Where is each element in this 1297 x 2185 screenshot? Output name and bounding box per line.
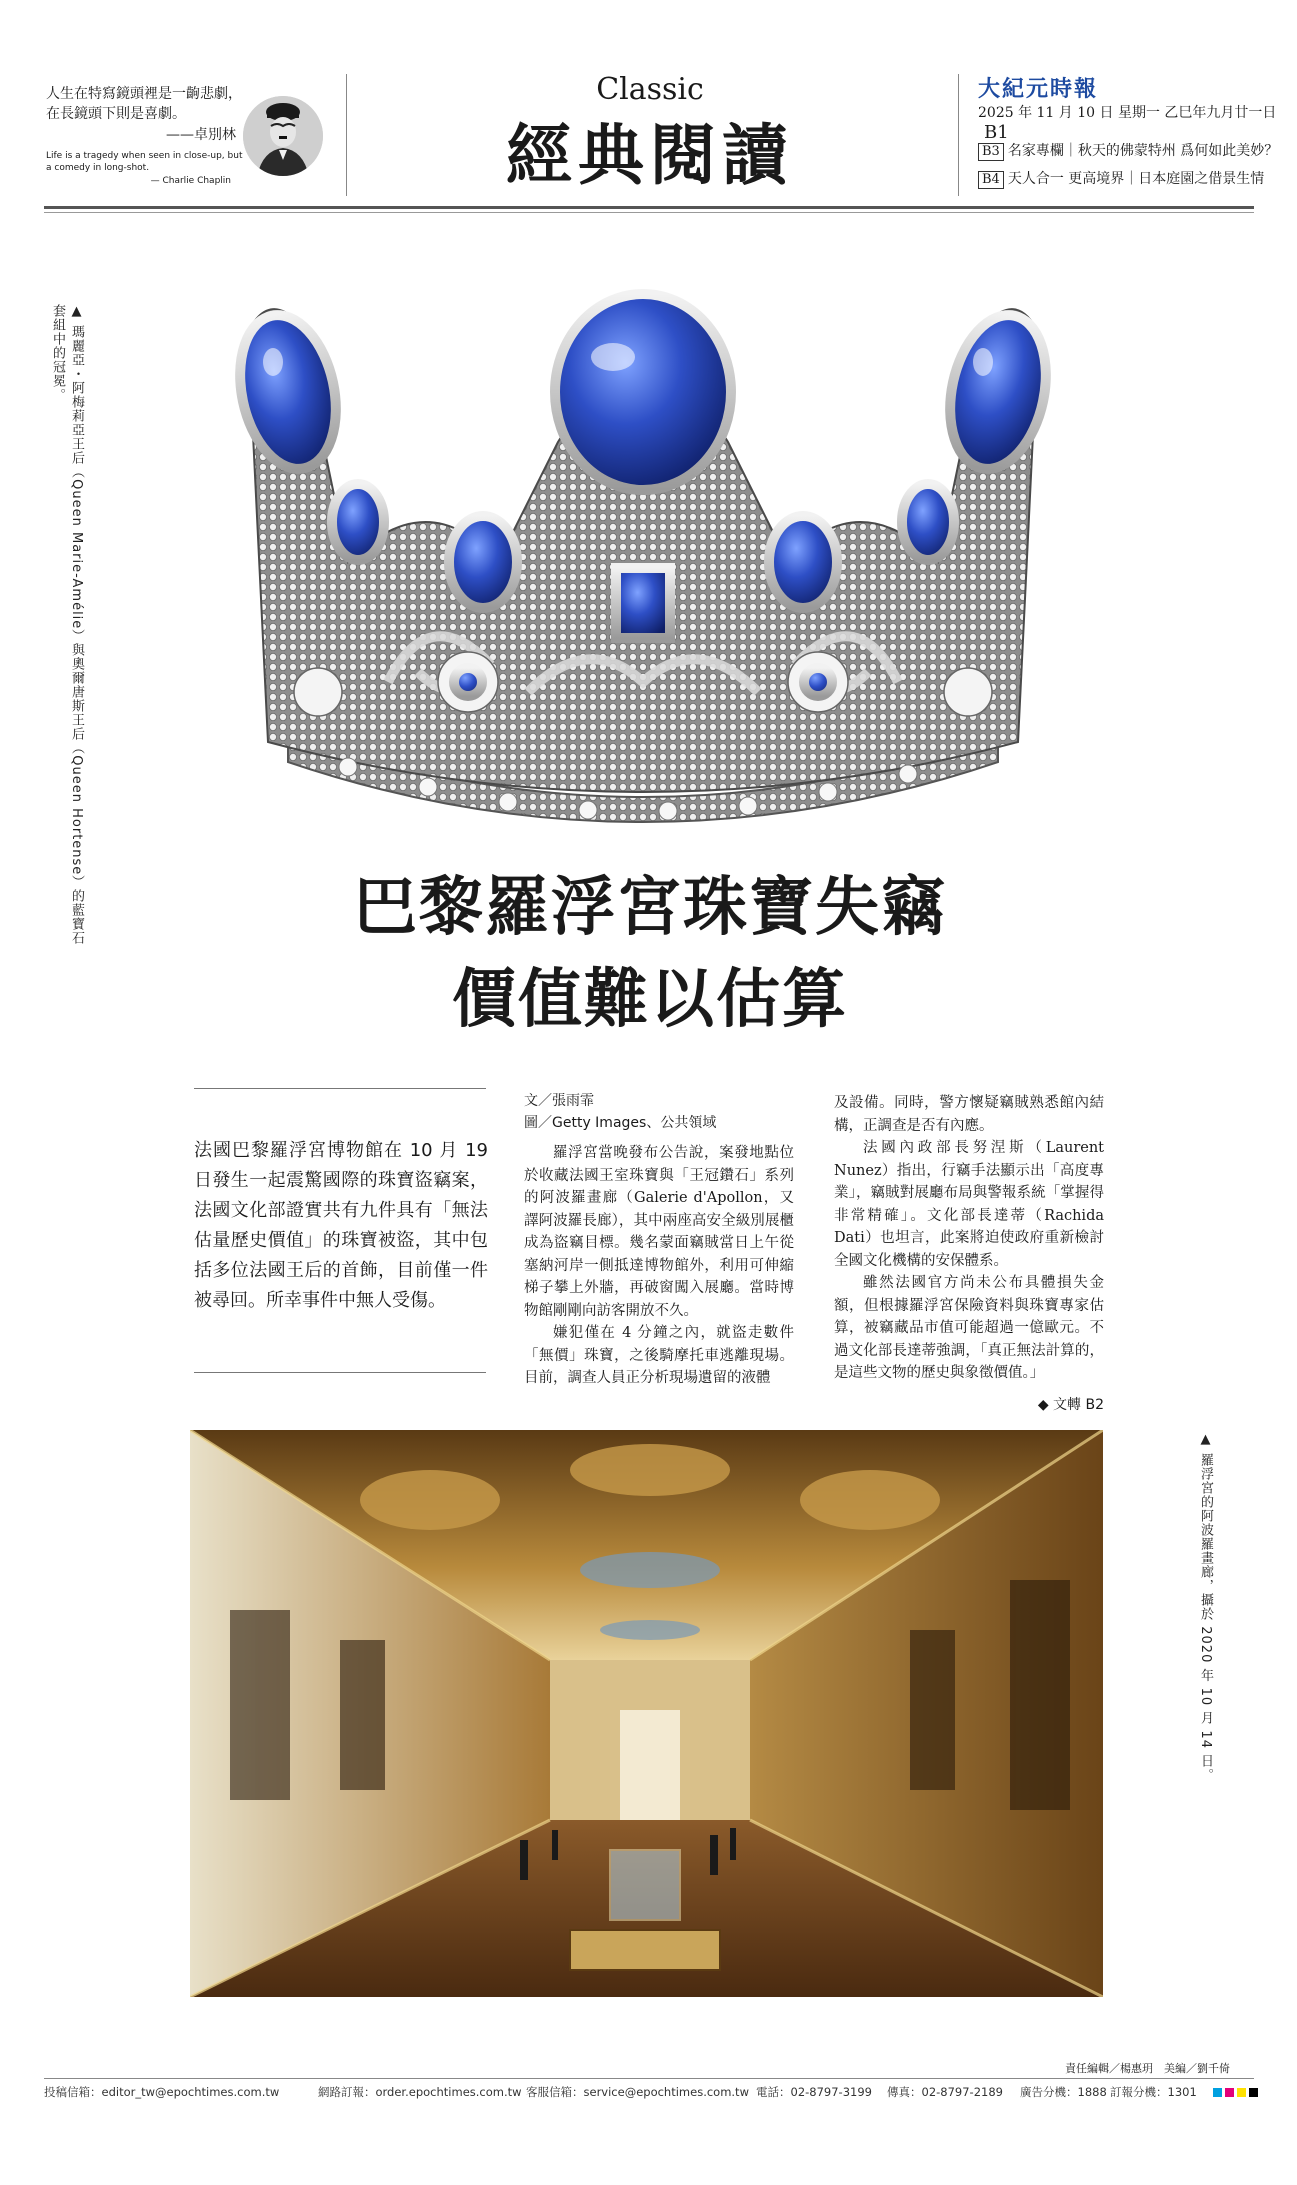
teaser-text: 天人合一 更高境界｜日本庭園之借景生情 (1007, 171, 1265, 187)
paragraph: 雖然法國官方尚未公布具體損失金額，但根據羅浮宮保險資料與珠寶專家估算，被竊藏品市值可能超過一億歐元。不過文化部長達蒂強調，「真正無法計算的，是這些文物的歷史與象徵價值。」 (834, 1275, 1104, 1381)
teaser-b3[interactable] (978, 140, 1278, 161)
teaser-page-code: B3 (978, 143, 1004, 161)
quote-chinese (46, 84, 256, 124)
issue-date: 2025 年 11 月 10 日 星期一 乙巳年九月廿一日 (978, 105, 1277, 121)
column-name-chinese: 經典閱讀 (506, 116, 794, 194)
paragraph: 羅浮宮當晚發布公告說，案發地點位於收藏法國王室珠寶與「王冠鑽石」系列的阿波羅畫廊（Galerie d'Apollon，又譯阿波羅長廊），其中兩座高安全級別展櫃成為盜竊目標。幾名蒙面竊賊當日上午從塞納河岸一側抵達博物館外，利用可伸縮梯子攀上外牆，再破窗闖入展廳。當時博物館剛剛向訪客開放不久。 (524, 1145, 794, 1319)
header-rule-thin (44, 212, 1254, 213)
tiara-caption: ▲ 瑪麗亞・阿梅莉亞王后（Queen Marie-Amélie）與奧爾唐斯王后（Queen Hortense）的藍寶石套組中的冠冕。 (50, 304, 84, 946)
fax-number: 傳真：02-8797-2189 (887, 2085, 1003, 2099)
byline-author: 文／張雨霏 (524, 1093, 594, 1109)
byline-photo-credit: 圖／Getty Images、公共領域 (524, 1115, 717, 1131)
subscription-extension: 訂報分機：1301 (1110, 2085, 1197, 2099)
apollo-gallery-photo (190, 1430, 1103, 1997)
dateline (978, 102, 1297, 143)
paragraph: 法國內政部長努涅斯（Laurent Nunez）指出，行竊手法顯示出「高度專業」，竊賊對展廳布局與警報系統「掌握得非常精確」。文化部長達蒂（Rachida Dati）也坦言，此案將迫使政府重新檢討全國文化機構的安保體系。 (834, 1140, 1104, 1269)
sapphire-tiara-photo (228, 262, 1058, 828)
submission-email[interactable]: 投稿信箱：editor_tw@epochtimes.com.tw (44, 2085, 280, 2099)
article-lede: 法國巴黎羅浮宮博物館在 10 月 19 日發生一起震驚國際的珠寶盜竊案，法國文化部證實共有九件具有「無法估量歷史價值」的珠寶被盜，其中包括多位法國王后的首飾，目前僅一件被尋回。所幸事件中無人受傷。 (194, 1140, 488, 1311)
yellow-swatch (1237, 2088, 1246, 2097)
quote-author-chinese: ——卓別林 (166, 127, 236, 143)
ad-extension: 廣告分機：1888 (1020, 2085, 1107, 2099)
headline-line2: 價值難以估算 (452, 962, 848, 1037)
footer-rule (44, 2078, 1254, 2079)
teaser-page-code: B4 (978, 171, 1004, 189)
quote-zh-line2: 在長鏡頭下則是喜劇。 (46, 106, 186, 122)
cyan-swatch (1213, 2088, 1222, 2097)
paragraph: 及設備。同時，警方懷疑竊賊熟悉館內結構，正調查是否有內應。 (834, 1095, 1104, 1134)
editor-credits: 責任編輯／楊惠玥 美編／劉千倚 (1065, 2062, 1230, 2075)
newspaper-brand: 大紀元時報 (978, 76, 1099, 102)
quote-english: Life is a tragedy when seen in close-up, but a comedy in long-shot. (46, 151, 243, 173)
lede-rule-bottom (194, 1372, 486, 1373)
article-headline (200, 862, 1100, 1046)
teaser-text: 名家專欄｜秋天的佛蒙特州 爲何如此美妙？ (1007, 143, 1279, 159)
subscription-url[interactable]: 網路訂報：order.epochtimes.com.tw (318, 2085, 522, 2099)
header-rule (44, 206, 1254, 209)
service-email[interactable]: 客服信箱：service@epochtimes.com.tw (526, 2085, 749, 2099)
quote-zh-line1: 人生在特寫鏡頭裡是一齣悲劇， (46, 86, 242, 102)
column-name-english: Classic (596, 72, 704, 107)
lede-rule-top (194, 1088, 486, 1089)
header-divider-left (346, 74, 347, 196)
quote-author-english: — Charlie Chaplin (150, 176, 231, 186)
teaser-b4[interactable] (978, 168, 1264, 189)
headline-line1: 巴黎羅浮宮珠寶失竊 (353, 870, 947, 945)
byline (524, 1090, 716, 1134)
cmyk-registration-marks (1213, 2086, 1261, 2100)
header-divider-right (958, 74, 959, 196)
paragraph: 嫌犯僅在 4 分鐘之內，就盜走數件「無價」珠寶，之後騎摩托車逃離現場。目前，調查人員正分析現場遺留的液體 (524, 1325, 794, 1386)
page-number: B1 (984, 122, 1009, 143)
phone-number: 電話：02-8797-3199 (756, 2085, 872, 2099)
article-column-2 (834, 1092, 1104, 1385)
article-column-1 (524, 1142, 794, 1390)
magenta-swatch (1225, 2088, 1234, 2097)
chaplin-portrait (243, 96, 323, 176)
continued-on-b2[interactable]: ◆ 文轉 B2 (1037, 1397, 1104, 1413)
black-swatch (1249, 2088, 1258, 2097)
hall-caption: ▲ 羅浮宮的阿波羅畫廊，攝於 2020 年 10 月 14 日。 (1198, 1432, 1213, 1783)
